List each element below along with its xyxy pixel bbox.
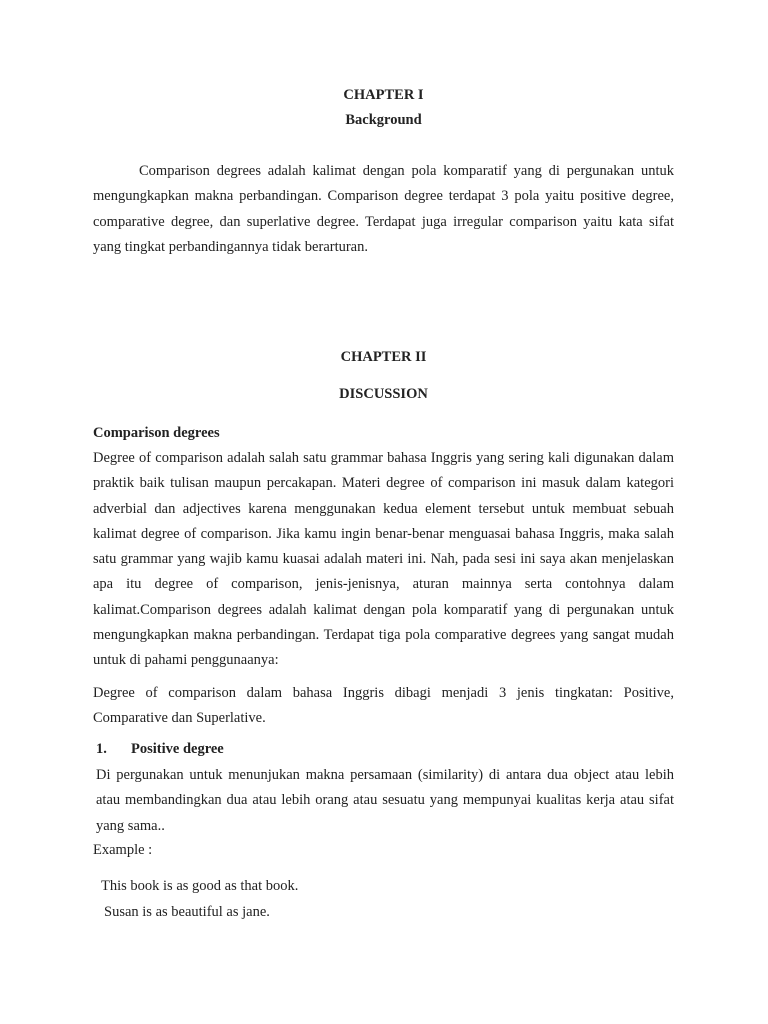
chapter-2-title: CHAPTER II [340, 349, 427, 365]
discussion-paragraph-1: Degree of comparison adalah salah satu grammar bahasa Inggris yang sering kali digunakan dalam praktik baik tulisan maupun percakapan. Materi degree of comparison ini masuk dalam kategori adverbial dan adjectives karena menggunakan kedua element tersebut untuk membuat sebuah kalimat degree of comparison. Jika kamu ingin benar-benar menguasai bahasa Inggris, maka salah satu grammar yang wajib kamu kuasai adalah materi ini. Nah, pada sesi ini saya akan menjelaskan apa itu degree of comparison, jenis-jenisnya, aturan mainnya serta contohnya dalam kalimat.Comparison degrees adalah kalimat dengan pola komparatif yang di pergunakan untuk mengungkapkan makna perbandingan. Terdapat tiga pola comparative degrees yang sangat mudah untuk di pahami penggunaanya: [93, 450, 674, 669]
list-item-number: 1. [96, 741, 107, 757]
discussion-paragraph-2: Degree of comparison dalam bahasa Inggris dibagi menjadi 3 jenis tingkatan: Positive, Comparative dan Superlative. [93, 685, 674, 727]
example-sentence: Susan is as beautiful as jane. [104, 904, 270, 920]
chapter-1-subtitle: Background [345, 112, 422, 128]
example-label: Example : [93, 842, 153, 858]
list-item-description: Di pergunakan untuk menunjukan makna persamaan (similarity) di antara dua object atau lebih atau membandingkan dua atau lebih orang atau sesuatu yang mempunyai kualitas kerja atau sifat yang sama.. [96, 767, 674, 834]
background-paragraph: Comparison degrees adalah kalimat dengan pola komparatif yang di pergunakan untuk mengungkapkan makna perbandingan. Comparison degree terdapat 3 pola yaitu positive degree, comparative degree, dan superlative degree. Terdapat juga irregular comparison yaitu kata sifat yang tingkat perbandingannya tidak berarturan. [93, 163, 674, 255]
list-item-heading: Positive degree [131, 741, 224, 757]
chapter-1-title: CHAPTER I [343, 87, 424, 103]
chapter-2-subtitle: DISCUSSION [339, 386, 428, 402]
section-heading: Comparison degrees [93, 425, 220, 441]
example-sentence: This book is as good as that book. [101, 878, 299, 894]
